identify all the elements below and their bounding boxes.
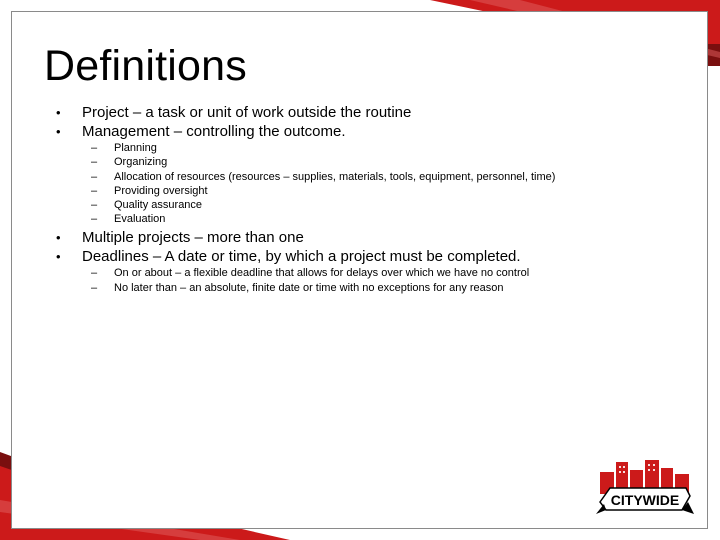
dash-icon: –: [91, 185, 98, 197]
dash-icon: –: [91, 199, 98, 211]
bullet-icon: •: [56, 249, 61, 264]
dash-icon: –: [91, 213, 98, 225]
bullet-text: Project – a task or unit of work outside the routine: [82, 104, 412, 121]
bullet-icon: •: [56, 124, 61, 139]
slide-title: Definitions: [44, 42, 247, 90]
subitem-text: Organizing: [114, 156, 168, 168]
subitem-text: Providing oversight: [114, 185, 208, 197]
subitem-text: Evaluation: [114, 213, 166, 225]
bullet-text: Multiple projects – more than one: [82, 229, 304, 246]
subitem-text: Quality assurance: [114, 199, 203, 211]
dash-icon: –: [91, 267, 98, 279]
dash-icon: –: [91, 171, 98, 183]
bullet-text: Management – controlling the outcome.: [82, 123, 346, 140]
subitem-text: No later than – an absolute, finite date or time with no exceptions for any reason: [114, 282, 504, 294]
subitem-text: On or about – a flexible deadline that allows for delays over which we have no control: [114, 267, 530, 279]
citywide-skyline-logo-icon: [596, 458, 694, 520]
subitem-text: Planning: [114, 142, 157, 154]
bullet-icon: •: [56, 105, 61, 120]
bullet-icon: •: [56, 230, 61, 245]
dash-icon: –: [91, 142, 98, 154]
bullet-text: Deadlines – A date or time, by which a project must be completed.: [82, 248, 521, 265]
logo-text: CITYWIDE: [610, 492, 680, 508]
subitem-text: Allocation of resources (resources – supplies, materials, tools, equipment, personnel, time): [114, 171, 556, 183]
dash-icon: –: [91, 282, 98, 294]
dash-icon: –: [91, 156, 98, 168]
